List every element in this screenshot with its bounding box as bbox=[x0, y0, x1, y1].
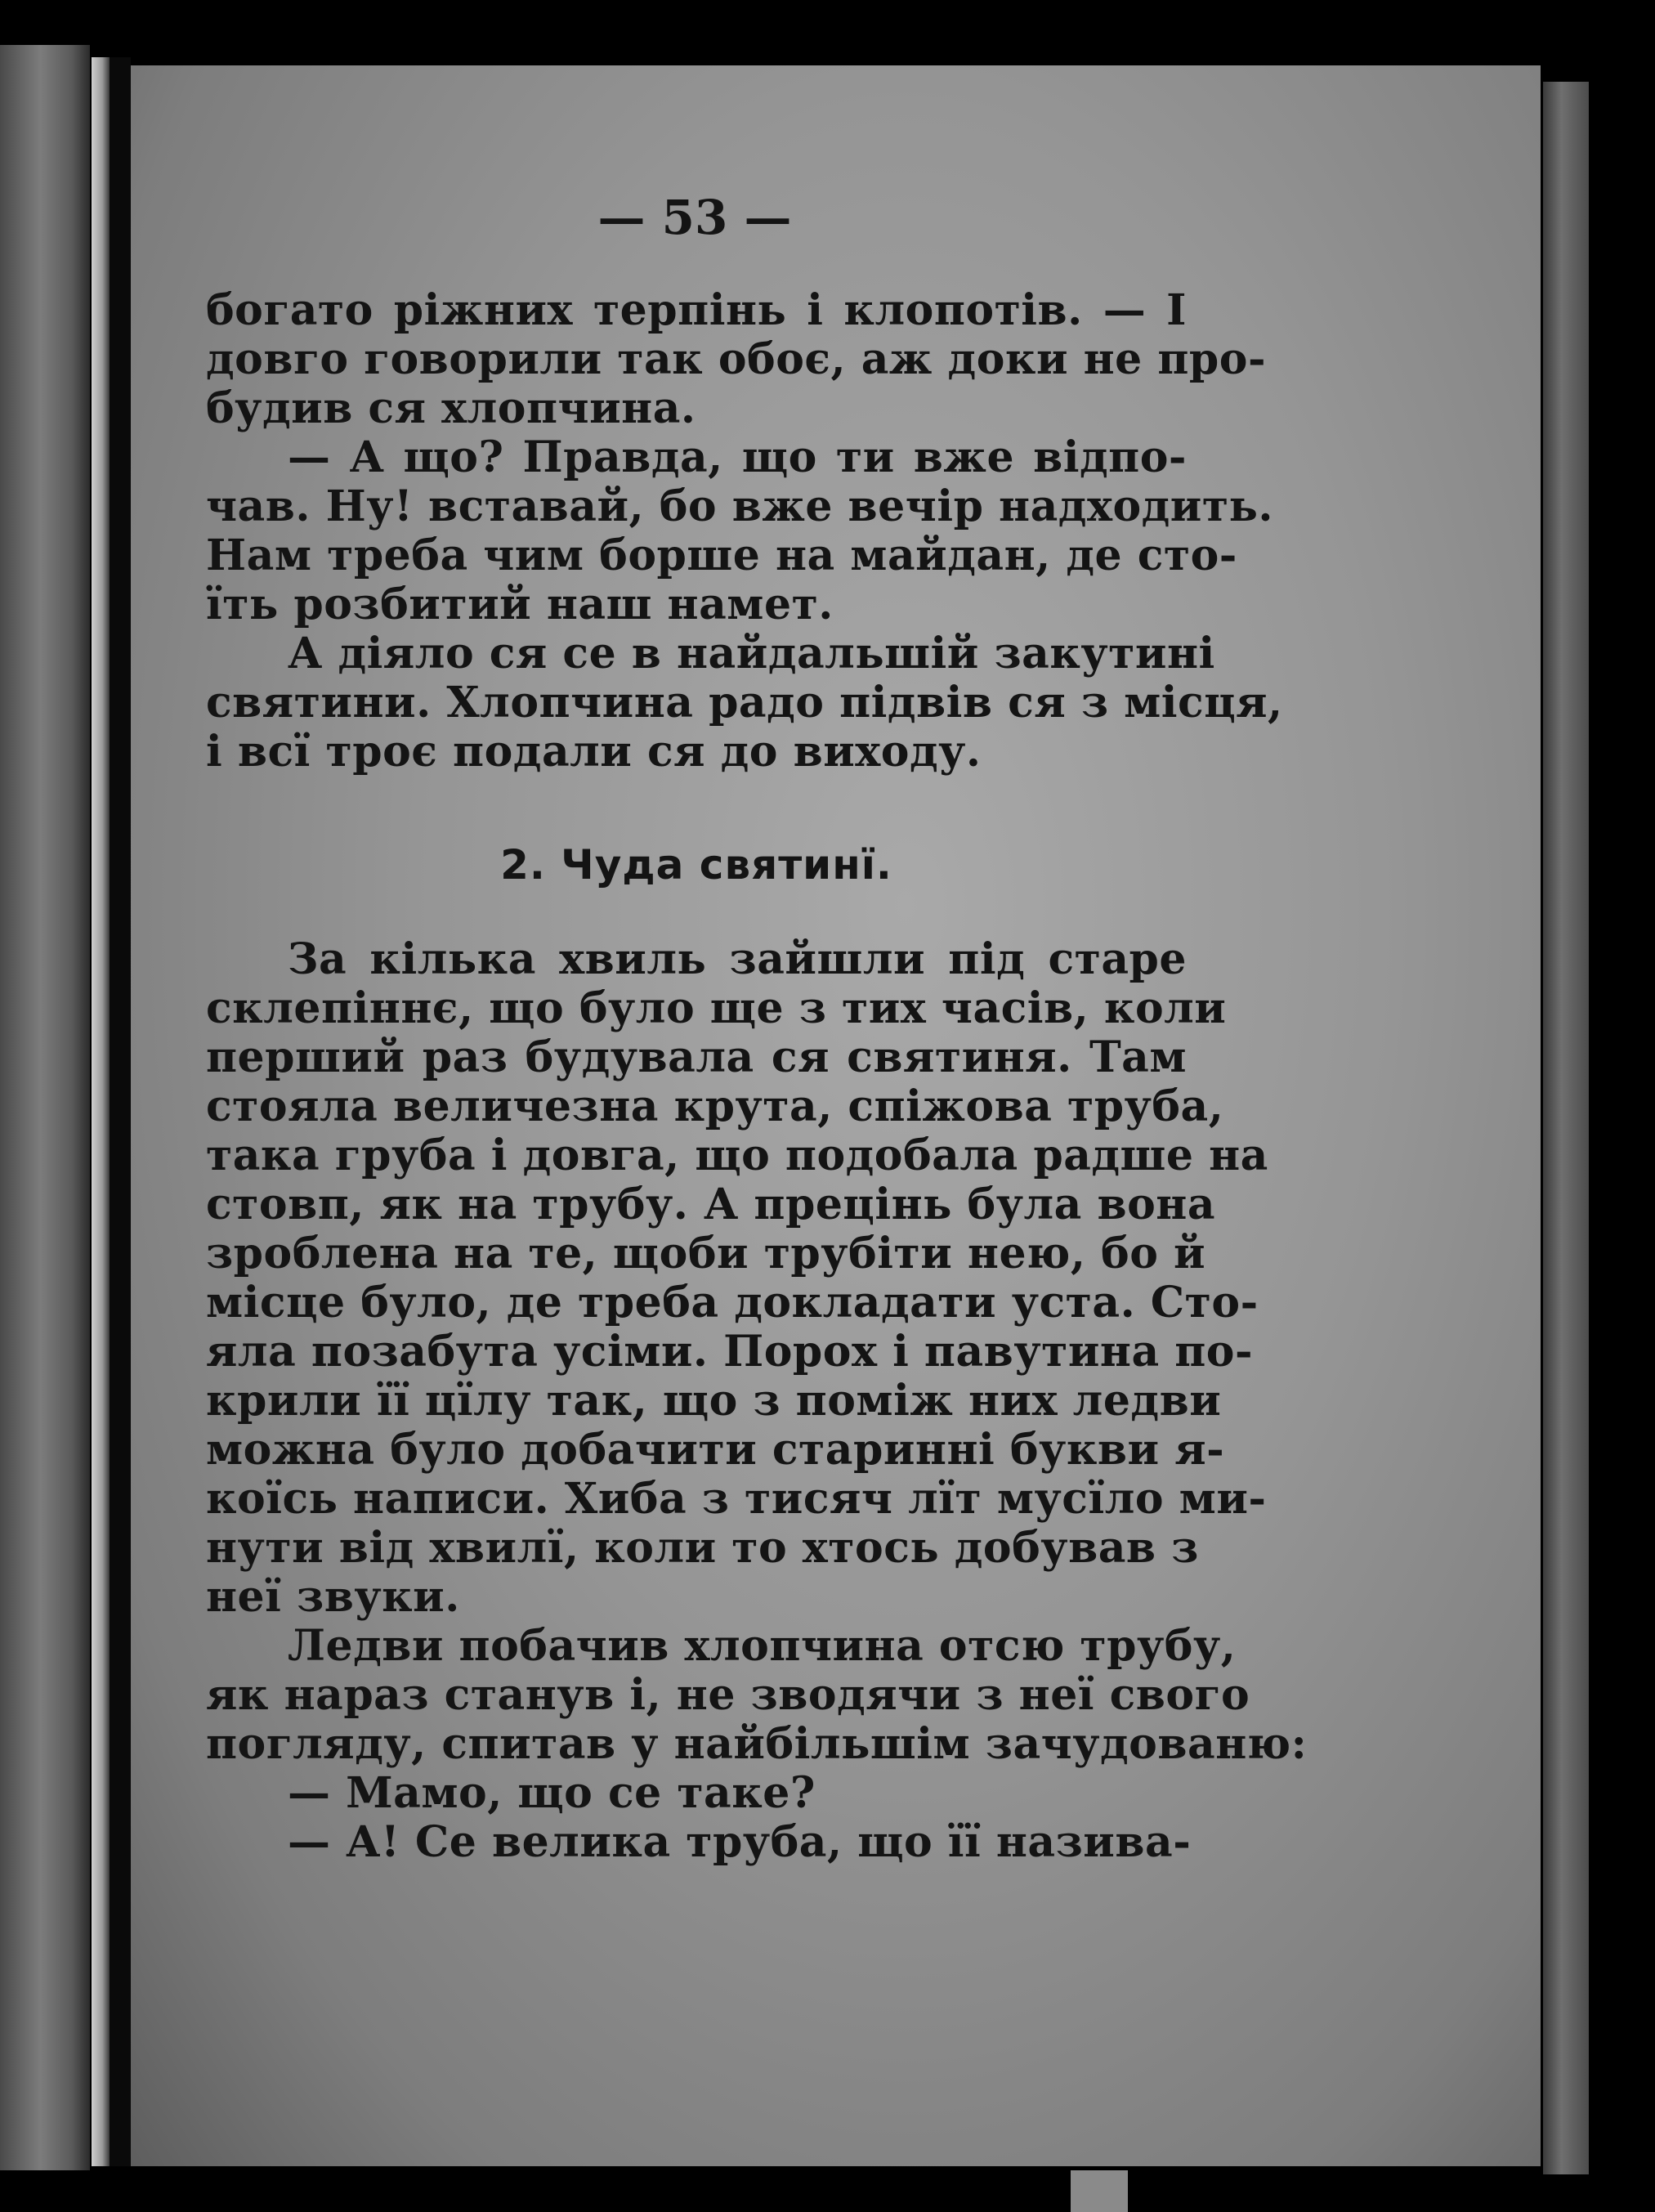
text-line: стовп, як на трубу. А прецінь була вона bbox=[206, 1180, 1216, 1229]
text-line: можна було добачити старинні букви я- bbox=[206, 1425, 1225, 1475]
text-line: чав. Ну! вставай, бо вже вечір надходить. bbox=[206, 481, 1273, 531]
text-line: А діяло ся се в найдальшій закутині bbox=[288, 629, 1215, 678]
text-line: богато ріжних терпінь і клопотів. — І bbox=[206, 285, 1187, 335]
text-line: коїсь написи. Хиба з тисяч лїт мусїло ми- bbox=[206, 1474, 1267, 1524]
text-line: зроблена на те, щоби трубіти нею, бо й bbox=[206, 1229, 1206, 1278]
paragraph bbox=[206, 432, 1273, 629]
bottom-tab-mark bbox=[1071, 2170, 1128, 2212]
text-line: яла позабута усіми. Порох і павутина по- bbox=[206, 1327, 1254, 1377]
right-page-edge bbox=[1543, 82, 1589, 2174]
page-number: — 53 — bbox=[597, 190, 792, 245]
text-line: будив ся хлопчина. bbox=[206, 383, 696, 433]
text-line: склепіннє, що було ще з тих часів, коли bbox=[206, 983, 1227, 1033]
text-line: Ледви побачив хлопчина отсю трубу, bbox=[288, 1621, 1237, 1671]
text-line: — Мамо, що се таке? bbox=[288, 1768, 816, 1818]
text-line: За кілька хвиль зайшли під старе bbox=[288, 934, 1187, 984]
text-line: і всї троє подали ся до виходу. bbox=[206, 727, 982, 777]
paragraph bbox=[206, 934, 1268, 1622]
page-text bbox=[206, 196, 1308, 1867]
paragraph bbox=[206, 285, 1267, 433]
section-heading: 2. Чуда святинї. bbox=[500, 841, 892, 889]
book-gutter bbox=[110, 57, 131, 2166]
text-block-bottom bbox=[206, 934, 1308, 1867]
paragraph bbox=[206, 629, 1283, 777]
text-line: Нам треба чим борше на майдан, де сто- bbox=[206, 531, 1237, 580]
text-line: нути від хвилї, коли то хтось добував з bbox=[206, 1523, 1199, 1573]
text-line: довго говорили так обоє, аж доки не про- bbox=[206, 334, 1267, 384]
paragraph bbox=[206, 1621, 1308, 1769]
text-line: перший раз будувала ся святиня. Там bbox=[206, 1032, 1187, 1082]
text-line: стояла величезна крута, спіжова труба, bbox=[206, 1081, 1224, 1131]
text-line: погляду, спитав у найбільшім зачудованю: bbox=[206, 1719, 1308, 1769]
paragraph bbox=[206, 1817, 1192, 1867]
text-block-top bbox=[206, 285, 1283, 777]
text-line: місце було, де треба докладати уста. Сто- bbox=[206, 1278, 1259, 1328]
text-line: як нараз станув і, не зводячи з неї свого bbox=[206, 1670, 1250, 1720]
text-line: — А! Се велика труба, що її назива- bbox=[288, 1817, 1192, 1867]
text-line: — А що? Правда, що ти вже відпо- bbox=[288, 432, 1187, 482]
text-line: їть розбитий наш намет. bbox=[206, 580, 834, 629]
left-page-shadow bbox=[0, 45, 90, 2170]
text-line: святини. Хлопчина радо підвів ся з місця, bbox=[206, 678, 1283, 728]
left-page-edge bbox=[92, 57, 110, 2166]
text-line: така груба і довга, що подобала радше на bbox=[206, 1131, 1268, 1180]
text-line: неї звуки. bbox=[206, 1572, 460, 1622]
text-line: крили її цїлу так, що з поміж них ледви bbox=[206, 1376, 1222, 1426]
paragraph bbox=[206, 1769, 1187, 1818]
